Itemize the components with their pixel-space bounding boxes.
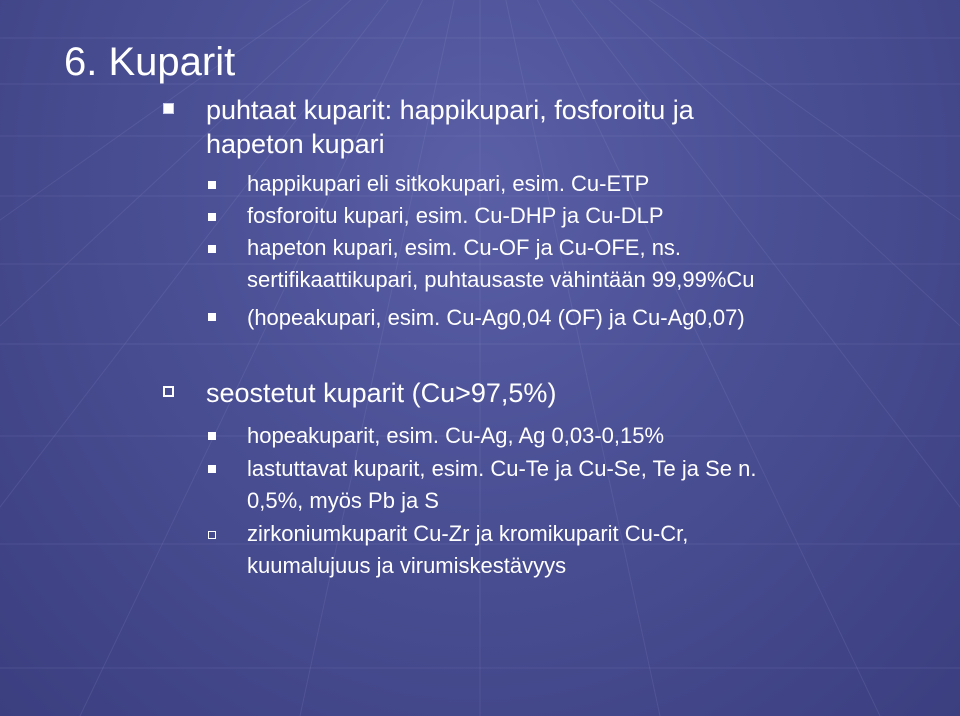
list-item xyxy=(247,518,688,582)
bullet-square-icon xyxy=(208,181,216,189)
text-line: lastuttavat kuparit, esim. Cu-Te ja Cu-Se, Te ja Se n. xyxy=(247,456,757,481)
list-item xyxy=(247,232,681,264)
list-item-continuation xyxy=(247,264,755,296)
bullet-square-icon xyxy=(208,465,216,473)
bullet-square-icon xyxy=(163,386,174,397)
section-heading xyxy=(206,93,694,161)
text-line: zirkoniumkuparit Cu-Zr ja kromikuparit Cu-Cr, xyxy=(247,521,689,546)
bullet-square-icon xyxy=(208,432,216,440)
slide-title: 6. Kuparit xyxy=(64,40,236,84)
text-line: (hopeakupari, esim. Cu-Ag0,04 (OF) ja Cu-Ag0,07) xyxy=(247,305,745,330)
text-line: hapeton kupari xyxy=(206,129,385,159)
list-item xyxy=(247,200,664,232)
text-line: sertifikaattikupari, puhtausaste vähintään 99,99%Cu xyxy=(247,267,755,292)
text-line: fosforoitu kupari, esim. Cu-DHP ja Cu-DLP xyxy=(247,203,664,228)
bullet-square-icon xyxy=(208,213,216,221)
section-heading xyxy=(206,376,556,410)
text-line: hopeakuparit, esim. Cu-Ag, Ag 0,03-0,15% xyxy=(247,423,665,448)
text-line: hapeton kupari, esim. Cu-OF ja Cu-OFE, ns. xyxy=(247,235,682,260)
bullet-square-icon xyxy=(208,531,216,539)
list-item xyxy=(247,168,649,200)
text-line: seostetut kuparit (Cu>97,5%) xyxy=(206,378,557,408)
bullet-square-icon xyxy=(163,103,174,114)
bullet-square-icon xyxy=(208,245,216,253)
bullet-square-icon xyxy=(208,313,216,321)
text-line: puhtaat kuparit: happikupari, fosforoitu ja xyxy=(206,95,694,125)
text-line: happikupari eli sitkokupari, esim. Cu-ETP xyxy=(247,171,650,196)
list-item xyxy=(247,420,664,452)
list-item xyxy=(247,302,745,334)
text-line: 0,5%, myös Pb ja S xyxy=(247,488,439,513)
text-line: kuumalujuus ja virumiskestävyys xyxy=(247,553,567,578)
list-item xyxy=(247,453,757,517)
